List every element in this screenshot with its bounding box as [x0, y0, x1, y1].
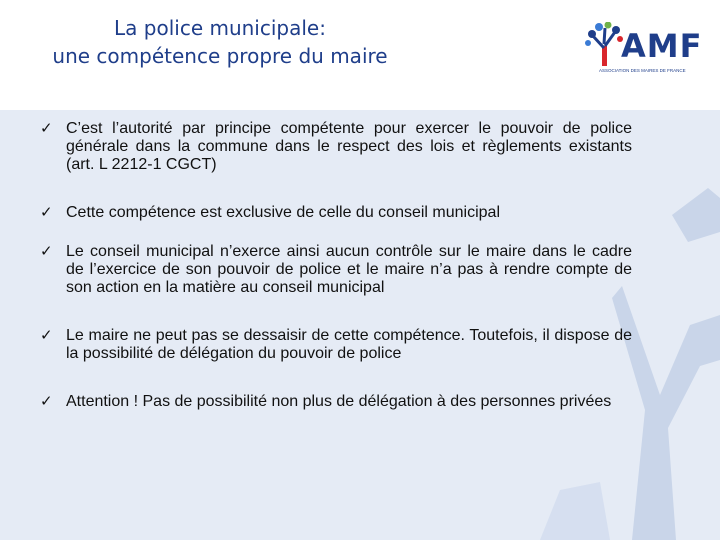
title-line-1: La police municipale:: [114, 16, 326, 40]
tree-icon: [585, 22, 625, 68]
logo-tagline: ASSOCIATION DES MAIRES DE FRANCE: [599, 68, 686, 73]
bullet-text: C’est l’autorité par principe compétente pour exercer le pouvoir de police générale dans la commune dans le respect des lois et règlements existants (art. L 2212-1 CGCT): [66, 120, 632, 173]
bullet-text: Attention ! Pas de possibilité non plus de délégation à des personnes privées: [66, 393, 612, 410]
bullet-text: Le conseil municipal n’exerce ainsi aucun contrôle sur le maire dans le cadre de l’exercice de son pouvoir de police et le maire n’a pas à rendre compte de son action en la matière au conseil municipal: [66, 243, 632, 296]
bullet-item: [40, 243, 632, 297]
check-icon: ✓: [40, 243, 53, 260]
check-icon: ✓: [40, 393, 53, 410]
bullet-text: Le maire ne peut pas se dessaisir de cette compétence. Toutefois, il dispose de la possibilité de délégation du pouvoir de police: [66, 327, 632, 362]
bullet-item: [40, 393, 632, 411]
bullet-item: [40, 120, 632, 174]
title-line-2: une compétence propre du maire: [52, 44, 388, 68]
bullet-text: Cette compétence est exclusive de celle du conseil municipal: [66, 204, 501, 221]
bullet-item: [40, 204, 632, 222]
bullet-item: [40, 327, 632, 363]
amf-logo: [583, 20, 705, 80]
bullet-list: [40, 120, 632, 411]
slide-header: [0, 0, 720, 110]
check-icon: ✓: [40, 327, 53, 344]
slide-title: [0, 14, 440, 70]
logo-name: AMF: [621, 27, 703, 65]
check-icon: ✓: [40, 120, 53, 137]
check-icon: ✓: [40, 204, 53, 221]
